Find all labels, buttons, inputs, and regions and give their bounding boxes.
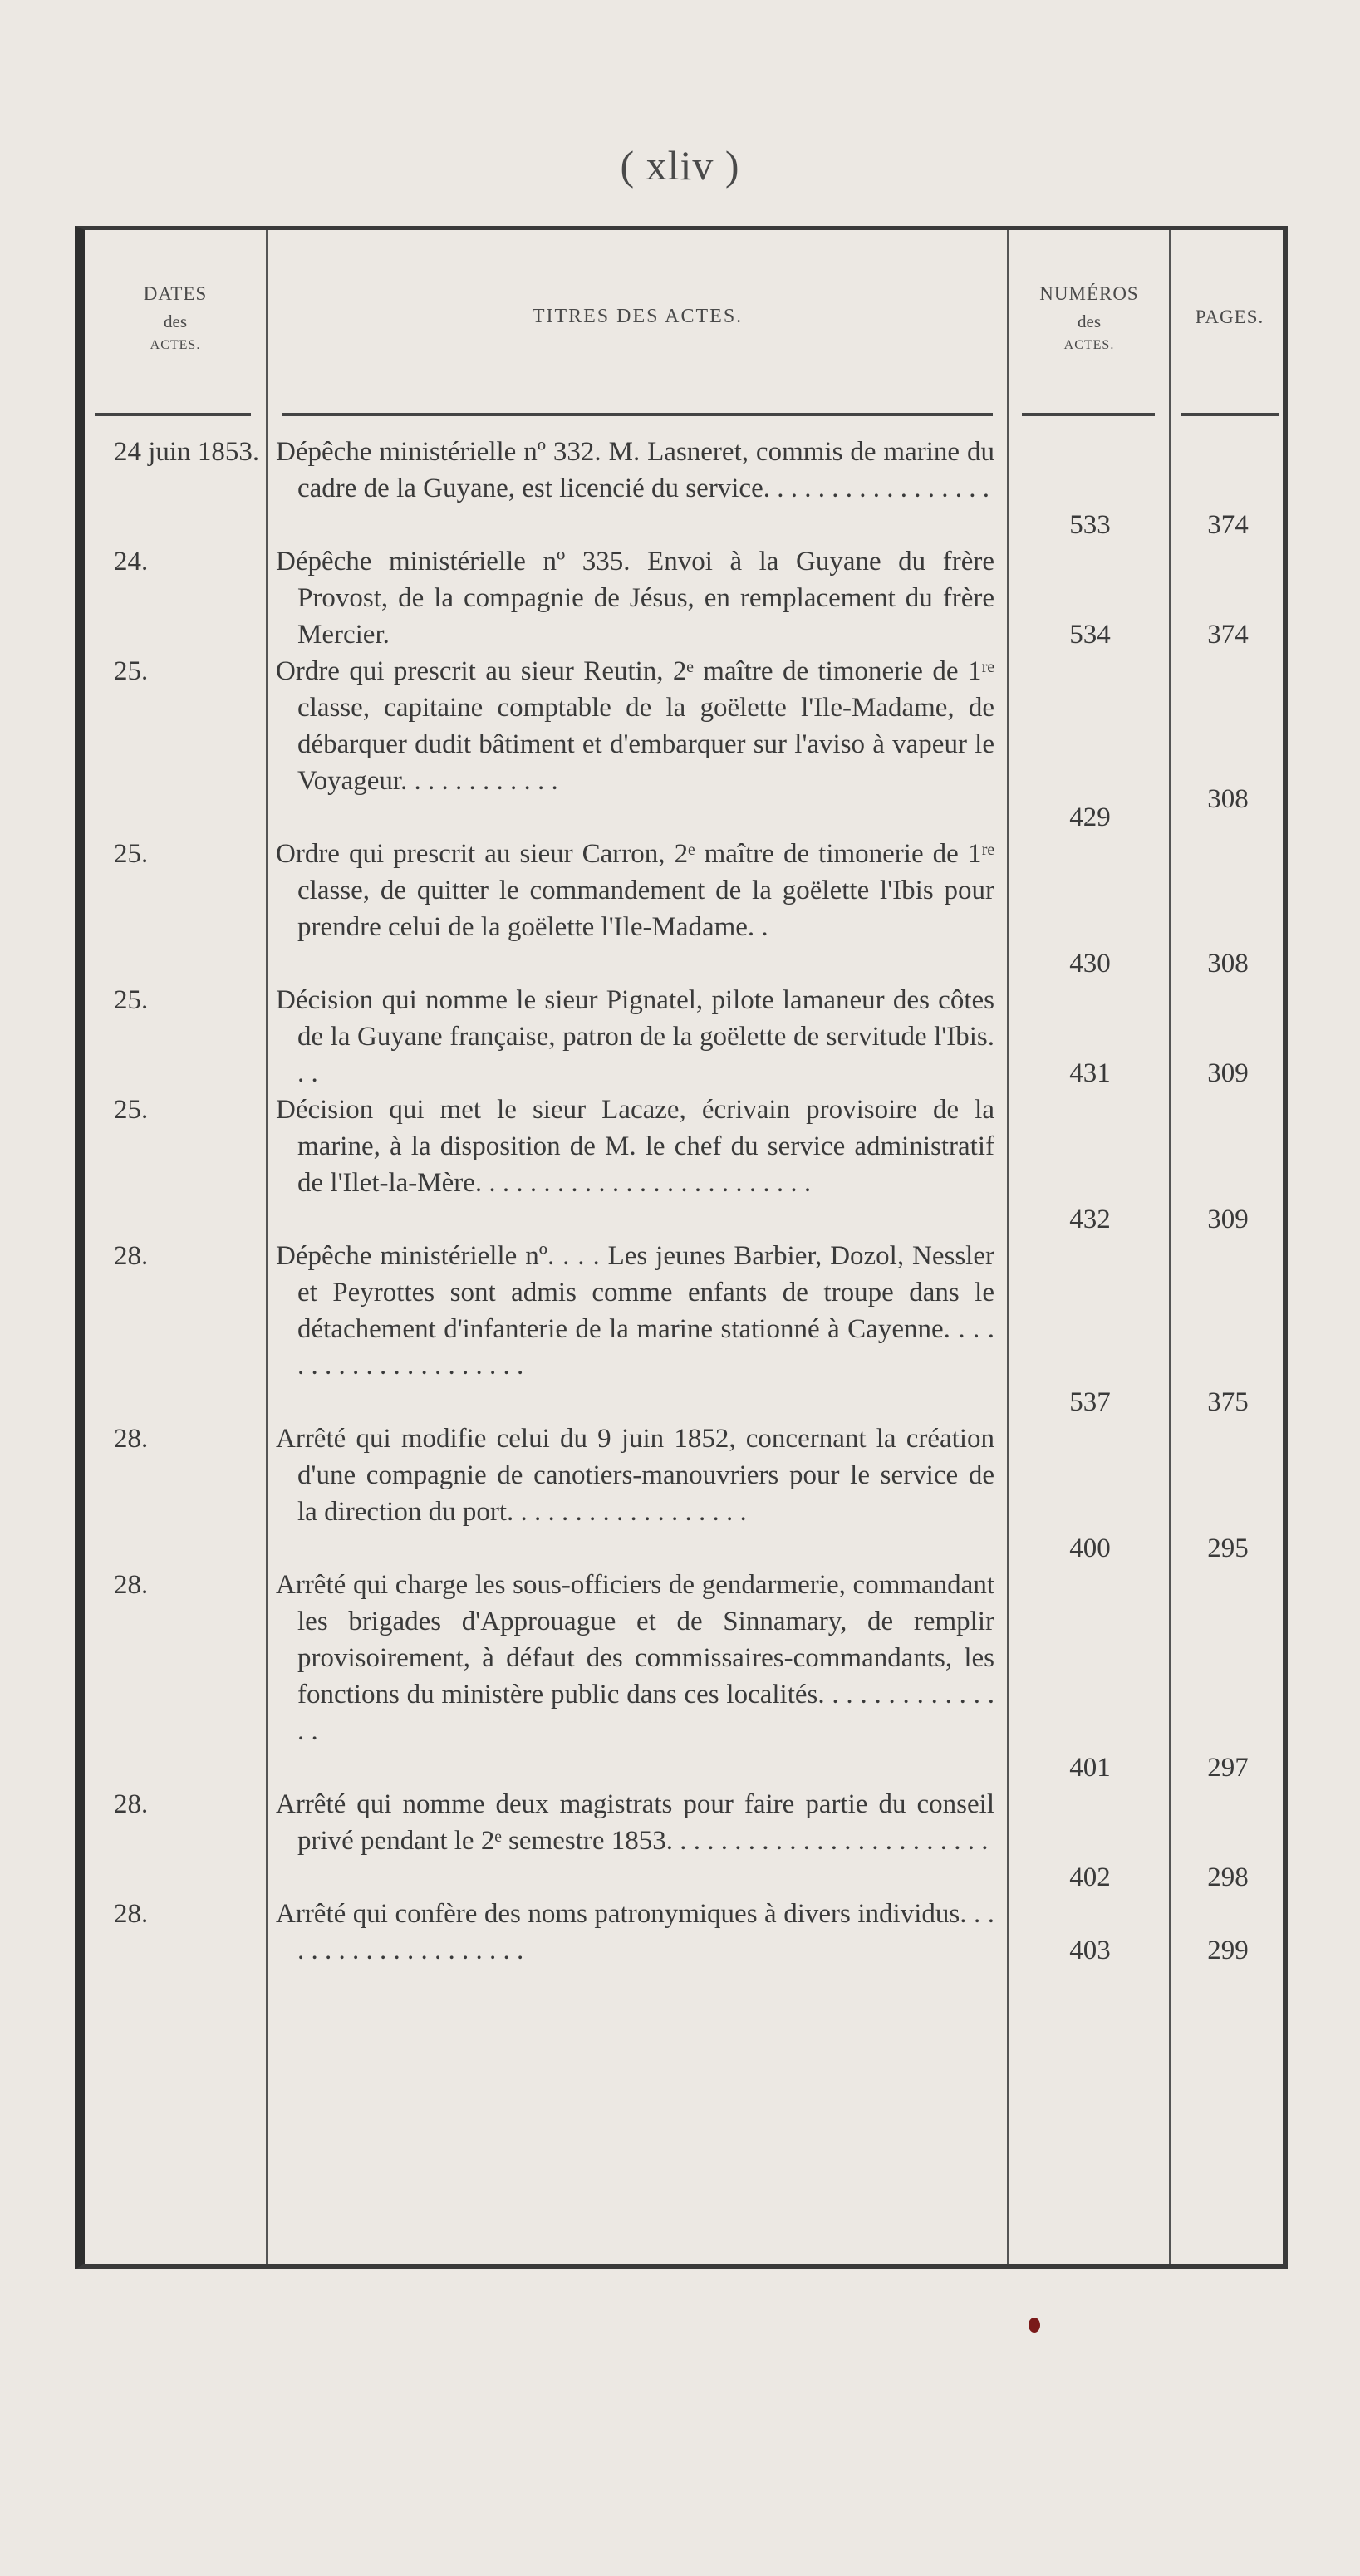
header-rule	[1022, 413, 1155, 416]
row-title: Ordre qui prescrit au sieur Reutin, 2ᵉ maître de timonerie de 1ʳᵉ classe, capitaine comptable de la goëlette l'Ile-Madame, de débarquer dudit bâtiment et d'embarquer sur l'aviso à vapeur le Voyageur. . . . . . . . . . . .	[276, 656, 994, 796]
header-dates-line1: DATES	[143, 282, 208, 304]
row-date: 25.	[114, 839, 149, 869]
header-numeros-line3: ACTES.	[1063, 337, 1115, 352]
row-date: 28.	[114, 1789, 149, 1819]
table-frame	[75, 226, 1288, 2269]
header-numeros	[1009, 230, 1169, 405]
row-date: 24.	[114, 547, 149, 577]
row-page-number: 299	[1207, 1936, 1249, 1965]
row-title: Arrêté qui charge les sous-officiers de gendarmerie, commandant les brigades d'Approuague et de Sinnamary, de remplir provisoirement, à défaut des commissaires-commandants, les fonctions du ministère public dans ces localités. . . . . . . . . . . . . . .	[276, 1570, 994, 1746]
row-date: 28.	[114, 1424, 149, 1454]
row-date: 28.	[114, 1570, 149, 1600]
row-date: 24 juin 1853.	[114, 437, 260, 467]
column-divider	[1169, 230, 1171, 2264]
row-title: Décision qui met le sieur Lacaze, écrivain provisoire de la marine, à la disposition de M. le chef du service administratif de l'Ilet-la-Mère. . . . . . . . . . . . . . . . . . . . . . . . .	[276, 1095, 994, 1198]
row-title: Arrêté qui modifie celui du 9 juin 1852, concernant la création d'une compagnie de canotiers-manouvriers pour le service de la direction du port. . . . . . . . . . . . . . . . . .	[276, 1424, 994, 1527]
header-rule	[1181, 413, 1279, 416]
row-act-number: 432	[1069, 1205, 1111, 1234]
row-title: Arrêté qui nomme deux magistrats pour faire partie du conseil privé pendant le 2ᵉ semestre 1853. . . . . . . . . . . . . . . . . . . . . . . .	[276, 1789, 994, 1856]
header-titles	[268, 230, 1007, 405]
header-rule	[95, 413, 251, 416]
row-act-number: 430	[1069, 949, 1111, 979]
row-title: Arrêté qui confère des noms patronymiques à divers individus. . . . . . . . . . . . . . . . . . . .	[276, 1899, 994, 1965]
row-page-number: 374	[1207, 620, 1249, 650]
row-page-number: 374	[1207, 510, 1249, 540]
header-numeros-line2: des	[1078, 312, 1101, 332]
row-page-number: 375	[1207, 1387, 1249, 1417]
row-page-number: 295	[1207, 1533, 1249, 1563]
header-dates-line3: ACTES.	[150, 337, 201, 352]
row-title: Décision qui nomme le sieur Pignatel, pilote lamaneur des côtes de la Guyane française, patron de la goëlette de servitude l'Ibis. . .	[276, 985, 994, 1088]
row-title: Dépêche ministérielle nº 335. Envoi à la Guyane du frère Provost, de la compagnie de Jésus, en remplacement du frère Mercier.	[276, 547, 994, 650]
row-act-number: 403	[1069, 1936, 1111, 1965]
row-page-number: 297	[1207, 1753, 1249, 1783]
row-page-number: 308	[1207, 949, 1249, 979]
row-title: Dépêche ministérielle nº 332. M. Lasneret, commis de marine du cadre de la Guyane, est licencié du service. . . . . . . . . . . . . . . . .	[276, 437, 994, 503]
header-dates	[85, 230, 266, 405]
row-title: Ordre qui prescrit au sieur Carron, 2ᵉ maître de timonerie de 1ʳᵉ classe, de quitter le commandement de la goëlette l'Ibis pour prendre celui de la goëlette l'Ile-Madame. .	[276, 839, 994, 942]
row-date: 25.	[114, 985, 149, 1015]
header-pages-label: PAGES.	[1195, 307, 1264, 328]
column-divider	[266, 230, 268, 2264]
header-pages	[1171, 230, 1288, 405]
row-page-number: 309	[1207, 1205, 1249, 1234]
row-page-number: 308	[1207, 784, 1249, 814]
header-dates-line2: des	[164, 312, 187, 332]
header-rule	[282, 413, 993, 416]
row-page-number: 309	[1207, 1058, 1249, 1088]
row-date: 28.	[114, 1241, 149, 1271]
header-numeros-line1: NUMÉROS	[1039, 282, 1139, 304]
row-act-number: 402	[1069, 1862, 1111, 1892]
row-act-number: 401	[1069, 1753, 1111, 1783]
row-act-number: 537	[1069, 1387, 1111, 1417]
header-titles-label: TITRES DES ACTES.	[532, 306, 744, 328]
row-act-number: 533	[1069, 510, 1111, 540]
row-date: 28.	[114, 1899, 149, 1929]
row-date: 25.	[114, 656, 149, 686]
ink-spot	[1029, 2318, 1040, 2333]
row-title: Dépêche ministérielle nº. . . . Les jeunes Barbier, Dozol, Nessler et Peyrottes sont admis comme enfants de troupe dans le détachement d'infanterie de la marine stationné à Cayenne. . . . . . . . . . . . . . . . . . . . .	[276, 1241, 994, 1381]
page-header: ( xliv )	[620, 142, 740, 189]
row-act-number: 431	[1069, 1058, 1111, 1088]
row-act-number: 400	[1069, 1533, 1111, 1563]
row-act-number: 429	[1069, 802, 1111, 832]
row-page-number: 298	[1207, 1862, 1249, 1892]
row-act-number: 534	[1069, 620, 1111, 650]
row-date: 25.	[114, 1095, 149, 1125]
column-divider	[1007, 230, 1009, 2264]
